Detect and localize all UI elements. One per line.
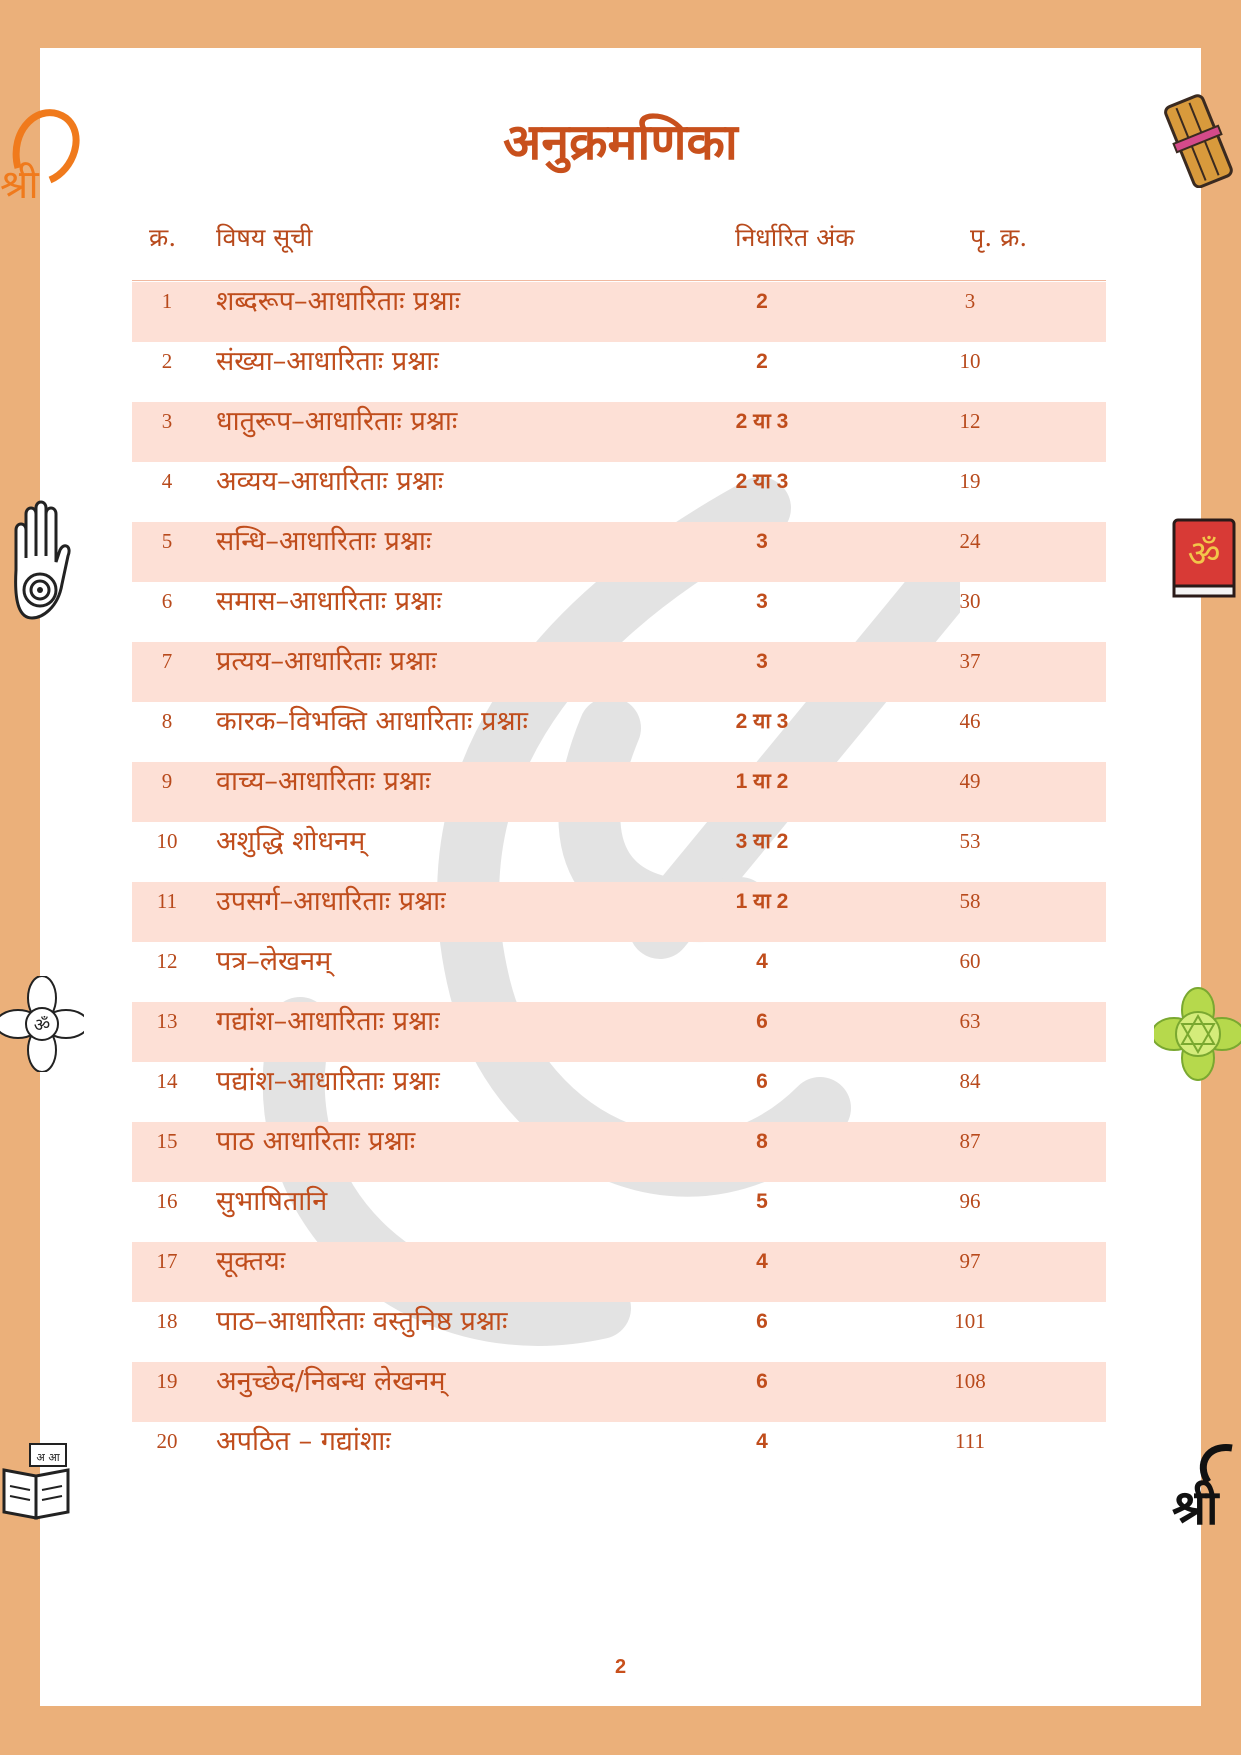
document-page <box>40 48 1201 1706</box>
row-page-number: 19 <box>959 469 981 493</box>
row-marks: 1 या 2 <box>735 770 789 793</box>
row-marks: 2 या 3 <box>735 410 789 433</box>
row-page-number: 46 <box>959 709 981 733</box>
header-serial-number: क्र. <box>149 223 177 252</box>
row-serial-number: 3 <box>161 409 173 433</box>
row-marks: 6 <box>756 1370 768 1393</box>
row-subject: अनुच्छेद/निबन्ध लेखनम् <box>216 1366 446 1397</box>
row-marks: 2 या 3 <box>735 470 789 493</box>
scroll-bundle-icon <box>1160 92 1238 188</box>
row-page-number: 53 <box>959 829 981 853</box>
svg-text:श्री: श्री <box>0 162 39 205</box>
row-marks: 6 <box>756 1070 768 1093</box>
row-marks: 3 या 2 <box>735 830 789 853</box>
row-serial-number: 2 <box>161 349 173 373</box>
row-subject: कारक–विभक्ति आधारिताः प्रश्नाः <box>216 706 528 737</box>
table-row <box>132 402 1106 462</box>
table-row <box>132 282 1106 342</box>
row-serial-number: 12 <box>156 949 178 973</box>
row-subject: उपसर्ग–आधारिताः प्रश्नाः <box>216 886 446 917</box>
row-page-number: 63 <box>959 1009 981 1033</box>
shri-orange-icon <box>0 100 84 205</box>
table-row <box>132 1242 1106 1302</box>
row-page-number: 108 <box>954 1369 986 1393</box>
table-row <box>132 1062 1106 1122</box>
table-row <box>132 342 1106 402</box>
table-row <box>132 762 1106 822</box>
row-page-number: 12 <box>959 409 981 433</box>
row-marks: 2 <box>756 290 768 313</box>
row-subject: अव्यय–आधारिताः प्रश्नाः <box>216 466 444 497</box>
row-page-number: 37 <box>959 649 981 673</box>
row-marks: 3 <box>756 650 768 673</box>
table-row <box>132 1182 1106 1242</box>
row-subject: पद्यांश–आधारिताः प्रश्नाः <box>216 1066 440 1097</box>
row-subject: वाच्य–आधारिताः प्रश्नाः <box>216 766 431 797</box>
header-marks: निर्धारित अंक <box>735 223 855 252</box>
row-subject: सन्धि–आधारिताः प्रश्नाः <box>216 526 432 557</box>
row-subject: शब्दरूप–आधारिताः प्रश्नाः <box>216 286 461 317</box>
table-row <box>132 882 1106 942</box>
row-page-number: 111 <box>955 1429 985 1453</box>
row-page-number: 30 <box>959 589 981 613</box>
header-divider <box>132 280 1106 281</box>
row-serial-number: 15 <box>156 1129 178 1153</box>
row-marks: 4 <box>756 950 768 973</box>
row-serial-number: 6 <box>161 589 173 613</box>
row-subject: सूक्तयः <box>216 1246 286 1277</box>
row-subject: पाठ–आधारिताः वस्तुनिष्ठ प्रश्नाः <box>216 1306 508 1337</box>
row-subject: गद्यांश–आधारिताः प्रश्नाः <box>216 1006 440 1037</box>
row-page-number: 87 <box>959 1129 981 1153</box>
row-serial-number: 13 <box>156 1009 178 1033</box>
green-lotus-icon <box>1154 986 1241 1082</box>
row-marks: 2 या 3 <box>735 710 789 733</box>
row-serial-number: 8 <box>161 709 173 733</box>
row-serial-number: 10 <box>156 829 178 853</box>
svg-text:ॐ: ॐ <box>1187 534 1221 575</box>
shri-black-icon <box>1168 1442 1241 1542</box>
table-row <box>132 522 1106 582</box>
row-marks: 4 <box>756 1430 768 1453</box>
row-subject: सुभाषितानि <box>216 1186 328 1217</box>
row-serial-number: 1 <box>161 289 173 313</box>
table-row <box>132 1122 1106 1182</box>
row-page-number: 3 <box>964 289 976 313</box>
row-subject: समास–आधारिताः प्रश्नाः <box>216 586 442 617</box>
svg-text:अ आ: अ आ <box>36 1451 60 1464</box>
table-row <box>132 702 1106 762</box>
row-serial-number: 9 <box>161 769 173 793</box>
row-page-number: 49 <box>959 769 981 793</box>
contents-table <box>132 282 1106 1482</box>
row-marks: 3 <box>756 530 768 553</box>
table-row <box>132 462 1106 522</box>
row-serial-number: 18 <box>156 1309 178 1333</box>
om-book-icon <box>1170 516 1238 602</box>
row-serial-number: 17 <box>156 1249 178 1273</box>
row-serial-number: 20 <box>156 1429 178 1453</box>
row-page-number: 97 <box>959 1249 981 1273</box>
svg-text:ॐ: ॐ <box>33 1015 51 1036</box>
row-serial-number: 5 <box>161 529 173 553</box>
row-subject: अपठित – गद्यांशाः <box>216 1426 391 1457</box>
row-page-number: 84 <box>959 1069 981 1093</box>
row-marks: 1 या 2 <box>735 890 789 913</box>
table-row <box>132 1302 1106 1362</box>
svg-text:श्री: श्री <box>1172 1480 1219 1536</box>
row-subject: अशुद्धि शोधनम् <box>216 826 366 857</box>
row-subject: प्रत्यय–आधारिताः प्रश्नाः <box>216 646 437 677</box>
row-subject: संख्या–आधारिताः प्रश्नाः <box>216 346 439 377</box>
row-serial-number: 16 <box>156 1189 178 1213</box>
table-row <box>132 1422 1106 1482</box>
row-marks: 8 <box>756 1130 768 1153</box>
table-row <box>132 642 1106 702</box>
row-marks: 4 <box>756 1250 768 1273</box>
palm-hand-icon <box>8 500 74 622</box>
row-serial-number: 4 <box>161 469 173 493</box>
row-marks: 6 <box>756 1310 768 1333</box>
row-marks: 5 <box>756 1190 768 1213</box>
row-marks: 3 <box>756 590 768 613</box>
row-subject: पाठ आधारिताः प्रश्नाः <box>216 1126 416 1157</box>
table-row <box>132 1362 1106 1422</box>
table-row <box>132 942 1106 1002</box>
open-book-icon <box>0 1440 76 1526</box>
row-subject: धातुरूप–आधारिताः प्रश्नाः <box>216 406 458 437</box>
header-page-number: पृ. क्र. <box>970 223 1028 252</box>
row-subject: पत्र–लेखनम् <box>216 946 332 977</box>
page-title: अनुक्रमणिका <box>503 112 738 171</box>
row-page-number: 24 <box>959 529 981 553</box>
row-serial-number: 14 <box>156 1069 178 1093</box>
header-subject: विषय सूची <box>216 223 313 252</box>
table-row <box>132 582 1106 642</box>
row-page-number: 101 <box>954 1309 986 1333</box>
table-row <box>132 822 1106 882</box>
row-marks: 2 <box>756 350 768 373</box>
row-serial-number: 7 <box>161 649 173 673</box>
row-serial-number: 11 <box>156 889 178 913</box>
row-page-number: 60 <box>959 949 981 973</box>
table-row <box>132 1002 1106 1062</box>
row-page-number: 10 <box>959 349 981 373</box>
row-serial-number: 19 <box>156 1369 178 1393</box>
row-page-number: 58 <box>959 889 981 913</box>
row-marks: 6 <box>756 1010 768 1033</box>
row-page-number: 96 <box>959 1189 981 1213</box>
lotus-om-icon <box>0 976 84 1072</box>
page-number: 2 <box>614 1656 627 1678</box>
